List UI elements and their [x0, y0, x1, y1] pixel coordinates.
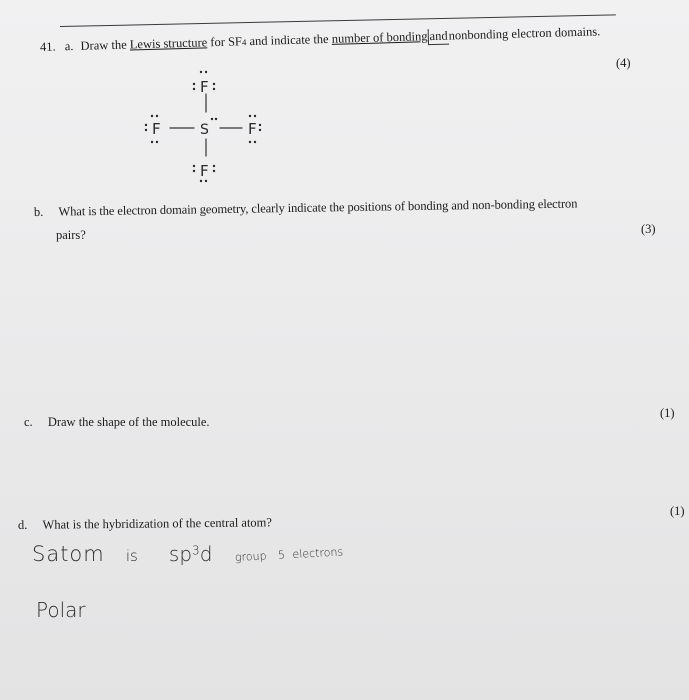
question-c-line	[24, 415, 210, 430]
part-a-marks: (4)	[616, 56, 631, 70]
hand-hybridization	[168, 542, 218, 566]
hand-word-is: is	[125, 547, 138, 565]
atom-f-left: F	[152, 120, 161, 138]
hand-polar: Polar	[36, 598, 86, 622]
question-b-line	[34, 196, 578, 220]
hand-word-satom: Satom	[32, 542, 105, 566]
part-a-letter: a.	[64, 39, 74, 54]
part-b-letter: b.	[33, 204, 44, 219]
part-c-text: Draw the shape of the molecule.	[47, 415, 210, 429]
atom-f-bottom: F	[200, 162, 209, 180]
question-d-line	[18, 515, 272, 533]
hand-sup-3: 3	[192, 543, 200, 558]
part-b-text-continued: pairs?	[56, 228, 86, 242]
lewis-structure-drawing	[130, 64, 280, 184]
atom-f-right: F	[248, 120, 257, 138]
part-a-text-3: and indicate the	[249, 31, 329, 49]
part-c-letter: c.	[24, 415, 33, 429]
part-a-text-1: Draw the	[80, 37, 127, 53]
part-c-marks: (1)	[660, 406, 675, 420]
part-b-text: What is the electron domain geometry, clearly indicate the positions of bonding and non-bonding electron	[58, 196, 578, 219]
atom-s-center: S	[200, 122, 209, 138]
hand-d: d	[199, 542, 213, 566]
part-d-letter: d.	[17, 517, 28, 532]
question-number: 41.	[39, 39, 56, 54]
part-a-lewis-underlined: Lewis structure	[129, 35, 208, 52]
part-d-text: What is the hybridization of the central atom?	[42, 515, 272, 532]
part-a-text-2: for SF	[210, 34, 243, 50]
hand-electrons: electrons	[292, 545, 344, 561]
part-a-subscript: 4	[241, 37, 247, 48]
hand-note-group	[235, 545, 344, 564]
top-rule	[60, 14, 616, 27]
question-a-line	[40, 24, 601, 56]
part-a-text-4: nonbonding electron domains.	[448, 24, 601, 43]
part-b-marks: (3)	[641, 222, 656, 236]
part-d-marks: (1)	[670, 504, 685, 518]
hand-sp: sp	[168, 542, 193, 566]
hand-five: 5	[278, 548, 286, 562]
part-a-number-underlined: number of bonding	[331, 29, 428, 46]
hand-group: group	[235, 549, 268, 564]
part-a-and-bracket: and	[427, 29, 449, 46]
handwritten-answer-line	[32, 542, 344, 566]
atom-f-top: F	[200, 78, 209, 96]
